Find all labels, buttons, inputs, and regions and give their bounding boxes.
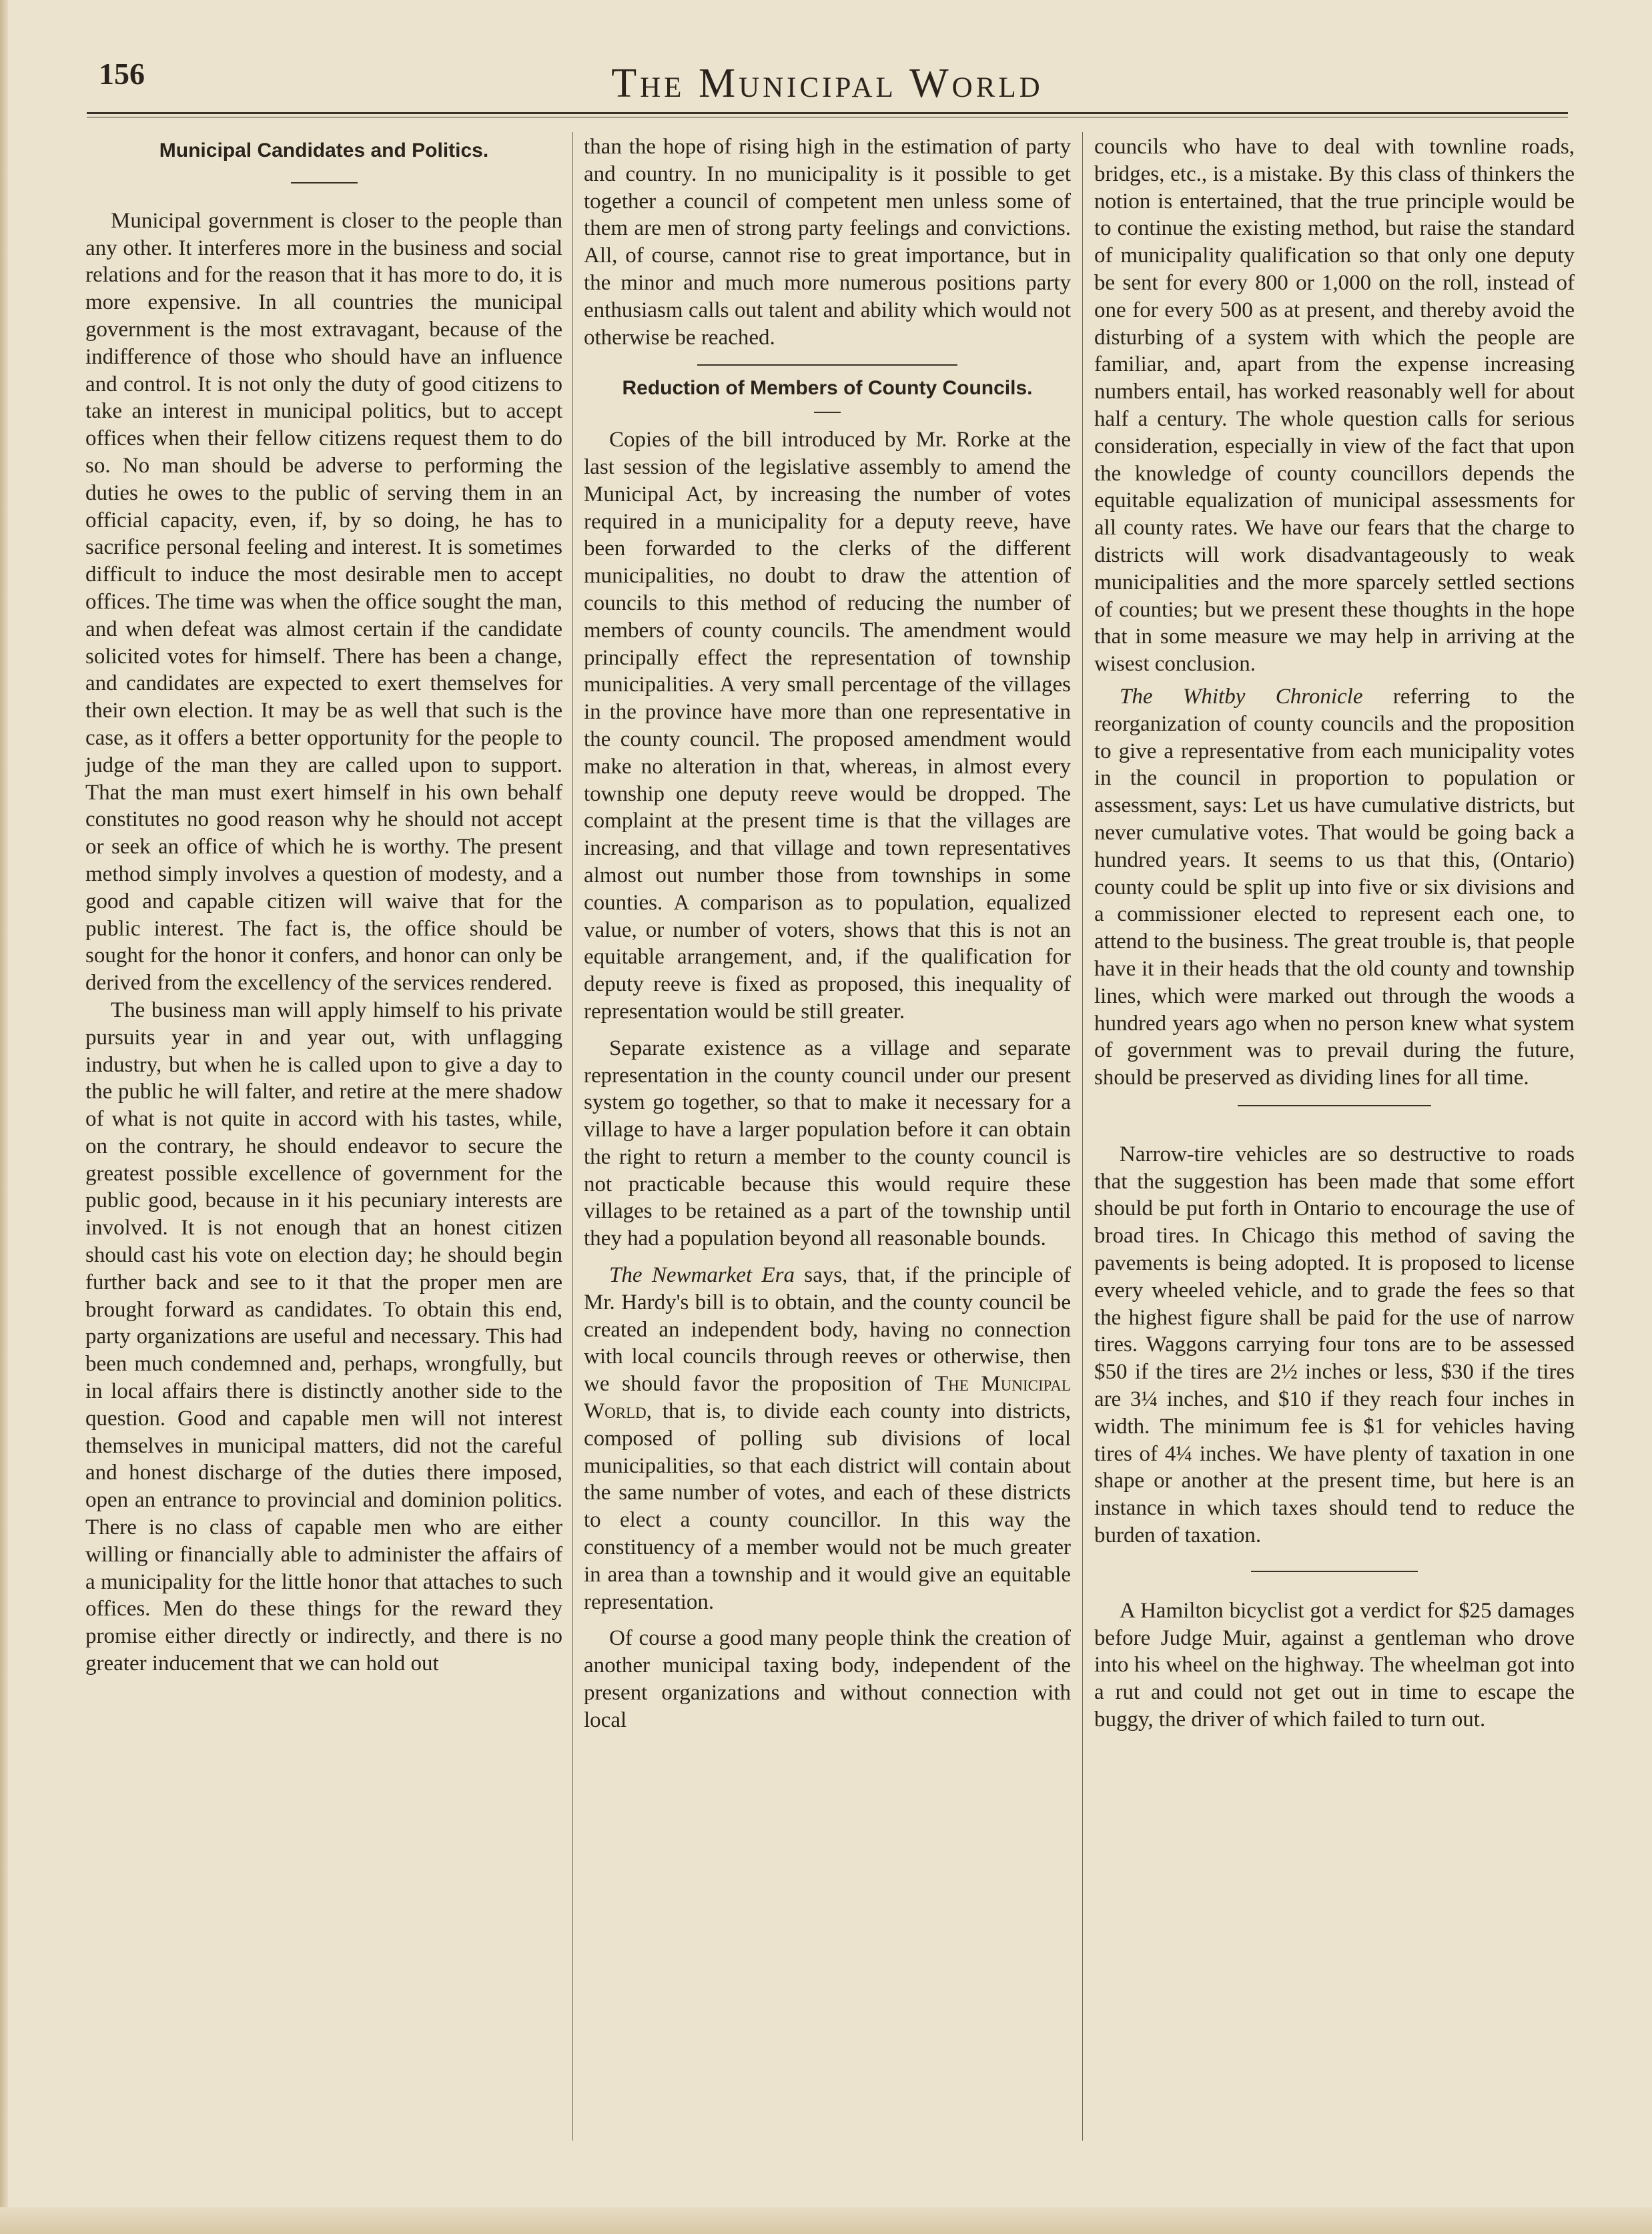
page-binding-edge: [0, 0, 8, 2234]
article-paragraph: Of course a good many people think the creation of another municipal taxing body, independent of the present organizations and without connection with local: [584, 1626, 1071, 1732]
paragraph-text: , that is, to divide each county into districts, composed of polling sub divisions of local municipalities, so that each district will contain about the same number of votes, and each of these districts to elect a county councillor. In this way the constituency of a member would not be much greater in area than a township and it would give an equitable representation.: [584, 1399, 1071, 1614]
paragraph-text: referring to the reorganization of county councils and the proposition to give a representative from each municipality votes in the council in proportion to population or assessment, says: Let us have cumulative districts, but never cumulative votes. That would be going back a hundred years. It seems to us that this, (Ontario) county could be split up into five or six divisions and a commissioner elected to represent each one, to attend to the business. The great trouble is, that people have it in their heads that the old county and township lines, which were marked out through the woods a hundred years ago when no person knew what system of government was to prevail during the future, should be preserved as dividing lines for all time.: [1094, 684, 1575, 1090]
article-paragraph: [584, 1262, 1071, 1615]
article-column-2: [584, 133, 1071, 1734]
column-divider: [1082, 132, 1083, 2141]
article-heading: Municipal Candidates and Politics.: [159, 139, 489, 161]
header-rule: [87, 112, 1568, 117]
newspaper-title: The Newmarket Era: [609, 1263, 795, 1288]
article-heading: Reduction of Members of County Councils.: [622, 377, 1033, 400]
article-paragraph: Narrow-tire vehicles are so destructive to roads that the suggestion has been made that some effort should be put forth in Ontario to encourage the use of broad tires. In Chicago this method of saving the pavements is being adopted. It is proposed to license every wheeled vehicle, and to grade the fees so that the highest figure shall be paid for the use of narrow tires. Waggons carrying four tons are to be assessed $50 if the tires are 2½ inches or less, $30 if the tires are 3¼ inches, and $10 if they reach four inches in width. The minimum fee is $1 for vehicles having tires of 4¼ inches. We have plenty of taxation in one shape or another at the present time, but here is an instance in which taxes should tend to reduce the burden of taxation.: [1094, 1142, 1575, 1548]
section-rule: [1238, 1105, 1431, 1106]
article-paragraph: The business man will apply himself to his private pursuits year in and year out, with unflagging industry, but when he is called upon to give a day to the public he will falter, and retire at the mere shadow of what is not quite in accord with his tastes, while, on the contrary, he should endeavor to secure the greatest possible excellence of government for the public good, because in it his pecuniary interests are involved. It is not enough that an honest citizen should cast his vote on election day; he should begin further back and see to it that the proper men are brought forward as candidates. To obtain this end, party organizations are useful and necessary. This had been much condemned and, perhaps, wrongfully, but in local affairs there is distinctly another side to the question. Good and capable men will not interest themselves in municipal matters, did not the careful and honest discharge of the duties there imposed, open an entrance to provincial and dominion politics. There is no class of capable men who are either willing or financially able to administer the affairs of a municipality for the little honor that attaches to such offices. Men do these things for the reward they promise either directly or indirectly, and there is no greater inducement that we can hold out: [85, 998, 562, 1676]
paragraph-text: says, that, if the principle of Mr. Hardy's bill is to obtain, and the county council be created an independent body, having no connection with local councils through reeves or otherwise, then we should favor the proposition of: [584, 1263, 1071, 1397]
section-rule: [697, 364, 957, 366]
article-paragraph: councils who have to deal with townline roads, bridges, etc., is a mistake. By this class of thinkers the notion is entertained, that the true principle would be to continue the existing method, but raise the standard of municipality qualification so that only one deputy be sent for every 800 or 1,000 on the roll, instead of one for every 500 as at present, and thereby avoid the disturbing of a system with which the people are familiar, and, apart from the expense increasing numbers entail, has worked reasonably well for about half a century. The whole question calls for serious consideration, especially in view of the fact that upon the knowledge of county councillors depends the equitable equalization of municipal assessments for all county rates. We have our fears that the charge to districts will work disadvantageously to weak municipalities and the more sparcely settled sections of counties; but we present these thoughts in the hope that in some measure we may help in arriving at the wisest conclusion.: [1094, 135, 1575, 677]
article-paragraph: A Hamilton bicyclist got a verdict for $25 damages before Judge Muir, against a gentleman who drove into his wheel on the highway. The wheelman got into a rut and could not get out in time to escape the buggy, the driver of which failed to turn out.: [1094, 1598, 1575, 1732]
article-paragraph: [1094, 683, 1575, 1092]
page-header: [87, 47, 1568, 113]
article-paragraph: Copies of the bill introduced by Mr. Rorke at the last session of the legislative assembly to amend the Municipal Act, by increasing the number of votes required in a municipality for a deputy reeve, have been forwarded to the clerks of the different municipalities, no doubt to draw the attention of councils to this method of reducing the number of members of county councils. The amendment would principally effect the representation of township municipalities. A very small percentage of the villages in the province have more than one representative in the county council. The proposed amendment would make no alteration in that, whereas, in almost every township one deputy reeve would be dropped. The complaint at the present time is that the villages are increasing, and that village and town representatives almost out number those from townships in some counties. A comparison as to population, equalized value, or number of voters, shows that this is not an equitable arrangement, and, if the qualification for deputy reeve is fixed as proposed, this inequality of representation would be still greater.: [584, 428, 1071, 1024]
article-paragraph: Separate existence as a village and separate representation in the county council under our present system go together, so that to make it necessary for a village to have a larger population before it can obtain the right to return a member to the county council is not practicable because this would require these villages to be retained as a part of the township until they had a population beyond all reasonable bounds.: [584, 1036, 1071, 1251]
journal-reference: The Municipal World: [584, 1372, 1071, 1424]
page-bottom-edge: [0, 2207, 1652, 2234]
heading-rule: [291, 182, 358, 183]
column-divider: [572, 132, 573, 2141]
article-column-1: [85, 133, 562, 1678]
article-column-3: [1094, 133, 1575, 1734]
section-rule: [1251, 1571, 1418, 1572]
article-paragraph: Municipal government is closer to the people than any other. It interferes more in the business and social relations and for the reason that it has more to do, it is more expensive. In all countries the municipal government is the most extravagant, because of the indifference of those who should have an influence and control. It is not only the duty of good citizens to take an interest in municipal politics, but to accept offices when their fellow citizens request them to do so. No man should be adverse to performing the duties he owes to the public of serving them in an official capacity, even, if, by so doing, he has to sacrifice personal feeling and interest. It is sometimes difficult to induce the most desirable men to accept offices. The time was when the office sought the man, and when defeat was almost certain if the candidate solicited votes for himself. There has been a change, and candidates are expected to exert themselves for their own election. It may be as well that such is the case, as it offers a better opportunity for the people to judge of the man they are called upon to support. That the man must exert himself in his own behalf constitutes no good reason why he should not accept or seek an office of which he is worthy. The present method simply involves a question of modesty, and a good and capable citizen will waive that for the public interest. The fact is, the office should be sought for the honor it confers, and honor can only be derived from the excellency of the services rendered.: [85, 208, 562, 996]
article-paragraph: than the hope of rising high in the estimation of party and country. In no municipality is it possible to get together a council of competent men unless some of them are men of strong party feelings and convictions. All, of course, cannot rise to great importance, but in the minor and much more numerous positions party enthusiasm calls out talent and ability which would not otherwise be reached.: [584, 135, 1071, 350]
heading-rule: [814, 412, 841, 413]
newspaper-title: The Whitby Chronicle: [1120, 684, 1363, 709]
page-number: 156: [99, 57, 145, 91]
journal-title: The Municipal World: [611, 61, 1044, 106]
